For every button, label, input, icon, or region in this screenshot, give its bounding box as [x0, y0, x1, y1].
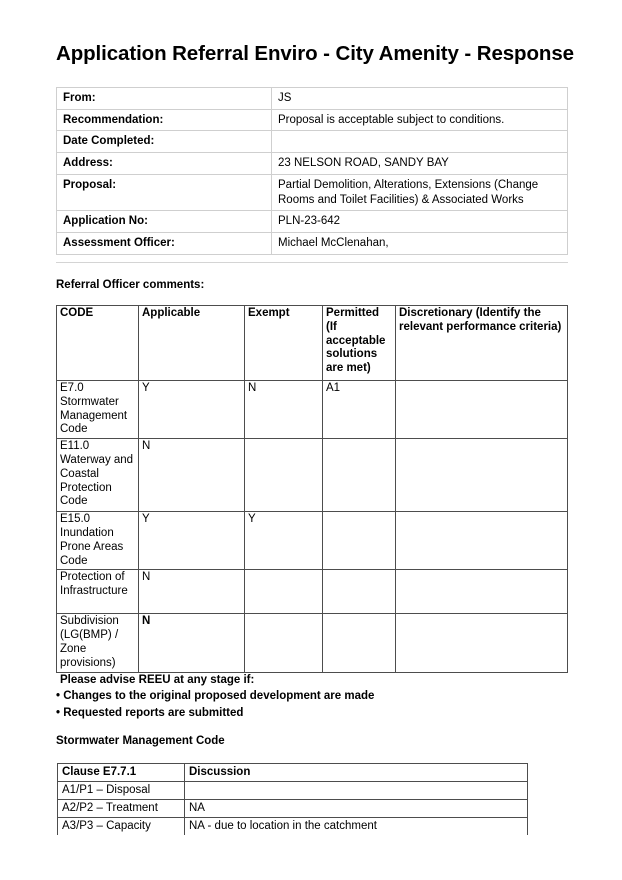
code-assessment-table — [56, 305, 568, 673]
table-row — [57, 614, 568, 673]
cell-discretionary — [396, 512, 568, 570]
cell-applicable: Y — [139, 381, 245, 439]
table-row — [57, 381, 568, 439]
referral-comments-heading: Referral Officer comments: — [56, 279, 205, 291]
table-row — [57, 174, 568, 210]
cell-exempt: Y — [245, 512, 323, 570]
info-value — [272, 131, 568, 153]
clause-discussion-table — [57, 763, 528, 835]
column-header-discussion: Discussion — [185, 764, 528, 782]
page-title: Application Referral Enviro - City Amenity - Response — [56, 42, 574, 65]
section-divider — [56, 262, 568, 263]
cell-discretionary — [396, 570, 568, 614]
cell-discussion: NA — [185, 800, 528, 818]
table-row — [57, 512, 568, 570]
cell-code: E7.0 Stormwater Management Code — [57, 381, 139, 439]
table-header-row — [57, 306, 568, 381]
info-value: Michael McClenahan, — [272, 233, 568, 255]
cell-permitted: A1 — [323, 381, 396, 439]
cell-discretionary — [396, 439, 568, 512]
cell-permitted — [323, 614, 396, 673]
table-row — [57, 153, 568, 175]
info-label: From: — [57, 88, 272, 110]
table-row — [57, 88, 568, 110]
application-info-table — [56, 87, 568, 255]
info-value: 23 NELSON ROAD, SANDY BAY — [272, 153, 568, 175]
advisory-note — [56, 672, 374, 721]
cell-applicable: N — [139, 439, 245, 512]
column-header-exempt: Exempt — [245, 306, 323, 381]
advisory-bullet: • Requested reports are submitted — [56, 706, 244, 719]
cell-discretionary — [396, 614, 568, 673]
info-label: Assessment Officer: — [57, 233, 272, 255]
cell-clause: A3/P3 – Capacity — [58, 818, 185, 836]
advisory-lead: Please advise REEU at any stage if: — [60, 674, 255, 686]
info-value: PLN-23-642 — [272, 211, 568, 233]
table-row — [57, 211, 568, 233]
info-label: Proposal: — [57, 174, 272, 210]
table-row — [58, 782, 528, 800]
column-header-clause: Clause E7.7.1 — [58, 764, 185, 782]
cell-exempt — [245, 570, 323, 614]
info-label: Application No: — [57, 211, 272, 233]
advisory-bullet: • Changes to the original proposed development are made — [56, 690, 375, 703]
cell-code: E15.0 Inundation Prone Areas Code — [57, 512, 139, 570]
cell-applicable: N — [139, 570, 245, 614]
column-header-applicable: Applicable — [139, 306, 245, 381]
table-row — [57, 109, 568, 131]
cell-permitted — [323, 570, 396, 614]
table-row — [57, 233, 568, 255]
column-header-code: CODE — [57, 306, 139, 381]
info-value: Proposal is acceptable subject to conditions. — [272, 109, 568, 131]
cell-clause: A1/P1 – Disposal — [58, 782, 185, 800]
table-row — [58, 818, 528, 836]
info-label: Address: — [57, 153, 272, 175]
cell-applicable: Y — [139, 512, 245, 570]
table-row — [57, 131, 568, 153]
cell-applicable: N — [139, 614, 245, 673]
cell-exempt — [245, 439, 323, 512]
cell-exempt: N — [245, 381, 323, 439]
column-header-permitted: Permitted (If acceptable solutions are met) — [323, 306, 396, 381]
cell-exempt — [245, 614, 323, 673]
info-label: Date Completed: — [57, 131, 272, 153]
table-row — [57, 439, 568, 512]
cell-clause: A2/P2 – Treatment — [58, 800, 185, 818]
cell-code: Protection of Infrastructure — [57, 570, 139, 614]
info-value: Partial Demolition, Alterations, Extensions (Change Rooms and Toilet Facilities) & Associated Works — [272, 174, 568, 210]
cell-code: E11.0 Waterway and Coastal Protection Code — [57, 439, 139, 512]
cell-permitted — [323, 512, 396, 570]
column-header-discretionary: Discretionary (Identify the relevant performance criteria) — [396, 306, 568, 381]
cell-discussion: NA - due to location in the catchment — [185, 818, 528, 836]
cell-permitted — [323, 439, 396, 512]
stormwater-code-heading: Stormwater Management Code — [56, 735, 225, 747]
cell-discretionary — [396, 381, 568, 439]
info-label: Recommendation: — [57, 109, 272, 131]
table-row — [57, 570, 568, 614]
table-row — [58, 800, 528, 818]
cell-code: Subdivision (LG(BMP) / Zone provisions) — [57, 614, 139, 673]
cell-discussion — [185, 782, 528, 800]
table-header-row — [58, 764, 528, 782]
info-value: JS — [272, 88, 568, 110]
